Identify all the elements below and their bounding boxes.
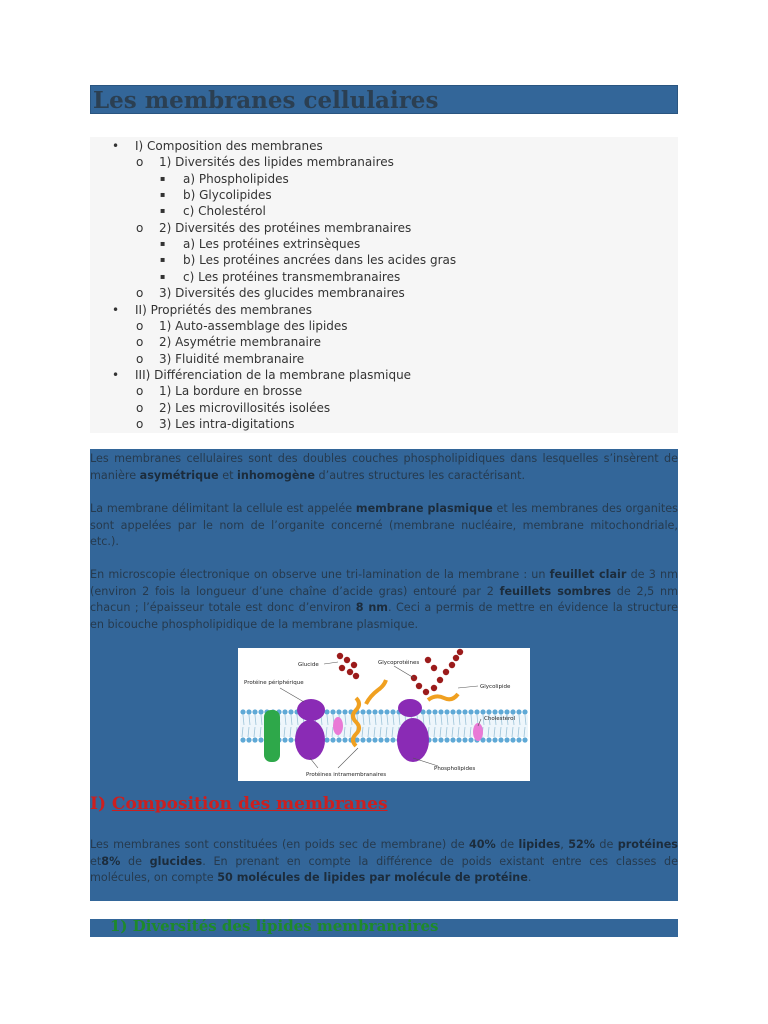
bold-term: 50 molécules de lipides par molécule de protéine (217, 871, 528, 884)
intramembrane-protein (295, 720, 325, 760)
toc-item[interactable] (90, 220, 678, 236)
toc-bullet: ▪ (160, 271, 166, 281)
toc-item-label: I) Composition des membranes (135, 139, 323, 153)
text-run: En microscopie électronique on observe une tri-lamination de la membrane : un (90, 568, 550, 581)
subsection-title: 1) Diversités des lipides membranaires (110, 919, 439, 935)
bold-term: glucides (149, 854, 203, 868)
label-glucide: Glucide (298, 662, 319, 668)
bold-term: feuillets sombres (499, 584, 611, 598)
toc-item[interactable] (90, 383, 678, 399)
toc-item[interactable] (90, 367, 678, 383)
label-glycoproteins: Glycoprotéines (378, 660, 420, 666)
bold-term: lipides (518, 838, 561, 851)
green-protein (264, 710, 280, 762)
toc-item-label: 3) Diversités des glucides membranaires (159, 286, 405, 301)
toc-item[interactable] (90, 203, 678, 219)
paragraph-composition (90, 837, 678, 887)
toc-bullet: • (112, 302, 120, 317)
toc-bullet: • (112, 139, 120, 153)
toc-item[interactable] (90, 269, 678, 285)
toc-item-label: c) Les protéines transmembranaires (183, 269, 401, 284)
toc-bullet: ▪ (160, 190, 166, 200)
toc-bullet: o (136, 318, 144, 333)
label-peripheral-protein: Protéine périphérique (244, 680, 304, 686)
text-run: de (495, 838, 519, 851)
text-run: de (595, 838, 618, 851)
paragraph-intro (90, 451, 678, 484)
title-banner (90, 85, 678, 114)
toc-bullet: o (136, 155, 144, 170)
text-run: d’autres structures les caractérisant. (315, 468, 526, 482)
toc-item[interactable] (90, 302, 678, 318)
cholesterol-mark (333, 717, 343, 735)
subsection-banner (90, 919, 678, 937)
toc-bullet: o (136, 220, 144, 235)
bold-term: asymétrique (139, 468, 219, 482)
toc-item[interactable] (90, 334, 678, 350)
paragraph-microscopy (90, 567, 678, 633)
toc-item-label: 2) Les microvillosités isolées (159, 400, 331, 415)
label-cholesterol: Cholestérol (484, 716, 516, 722)
toc-item[interactable] (90, 400, 678, 416)
page-title: Les membranes cellulaires (93, 87, 439, 114)
text-run: Les membranes cellulaires sont des doubles couches phospholipidiques dans lesquelles s’insèrent de manière (90, 452, 678, 482)
section-number: I) (90, 794, 112, 814)
text-run: . En prenant en compte la différence de poids existant entre ces classes de molécules, on compte (90, 854, 678, 884)
toc-bullet: ▪ (160, 173, 166, 183)
toc-item[interactable] (90, 252, 678, 268)
text-run: de 2,5 nm chacun ; l’épaisseur totale est donc d’environ (90, 584, 679, 614)
toc-item-label: a) Les protéines extrinsèques (183, 237, 361, 252)
label-glycolipid: Glycolipide (480, 684, 511, 690)
bold-term: protéines (617, 838, 678, 851)
bold-term: 52% (568, 838, 596, 851)
glycoprotein (397, 718, 429, 762)
peripheral-protein (297, 699, 325, 721)
toc-bullet: o (136, 286, 144, 301)
section-heading (90, 796, 388, 813)
text-run: La membrane délimitant la cellule est appelée (90, 502, 356, 515)
text-run: . Ceci a permis de mettre en évidence la structure en bicouche phospholipidique de la membrane plasmique. (90, 601, 678, 631)
toc-item[interactable] (90, 171, 678, 187)
toc-item[interactable] (90, 138, 678, 154)
toc-item[interactable] (90, 187, 678, 203)
bold-term: feuillet clair (549, 568, 627, 581)
text-run: . (527, 871, 532, 884)
toc-bullet: o (136, 416, 144, 431)
toc-item-label: 1) La bordure en brosse (159, 384, 303, 399)
toc-item[interactable] (90, 318, 678, 334)
toc-item[interactable] (90, 236, 678, 252)
toc-bullet: • (112, 367, 120, 382)
text-run: et (90, 854, 102, 868)
toc-item-label: 3) Les intra-digitations (159, 416, 295, 431)
paragraph-plasma-membrane (90, 501, 678, 551)
toc-bullet: o (136, 335, 144, 350)
toc-bullet: ▪ (160, 206, 166, 216)
bold-term: inhomogène (237, 468, 315, 482)
text-run: Les membranes sont constituées (en poids sec de membrane) de (90, 838, 469, 851)
toc-bullet: o (136, 384, 144, 399)
table-of-contents (90, 137, 678, 433)
text-run: de 3 nm (environ 2 fois la longueur d’une chaîne d’acide gras) entouré par 2 (90, 568, 678, 598)
toc-item[interactable] (90, 154, 678, 170)
bold-term: 8% (101, 854, 121, 868)
toc-item-label: III) Différenciation de la membrane plasmique (135, 367, 412, 382)
toc-item-label: 1) Diversités des lipides membranaires (159, 155, 394, 170)
toc-bullet: o (136, 351, 144, 366)
toc-item-label: a) Phospholipides (183, 171, 289, 186)
text-run: et les membranes des organites sont appelées par le nom de l’organite concerné (membrane nucléaire, membrane mitochondriale, etc.). (90, 502, 679, 548)
text-run: et (218, 468, 238, 482)
text-run: , (560, 838, 569, 851)
bold-term: 8 nm (355, 601, 388, 614)
toc-item[interactable] (90, 351, 678, 367)
label-intramembrane-proteins: Protéines intramembranaires (306, 772, 387, 778)
bold-term: membrane plasmique (355, 502, 493, 515)
toc-item-label: b) Les protéines ancrées dans les acides gras (183, 253, 457, 268)
section-title: Composition des membranes (111, 794, 388, 814)
toc-item-label: 2) Diversités des protéines membranaires (159, 220, 412, 235)
toc-bullet: ▪ (160, 239, 166, 249)
toc-item-label: b) Glycolipides (183, 188, 272, 203)
toc-item-label: 3) Fluidité membranaire (159, 351, 305, 366)
toc-item-label: c) Cholestérol (183, 204, 266, 219)
toc-item[interactable] (90, 416, 678, 432)
content-block (90, 449, 678, 901)
text-run: de (120, 854, 150, 868)
toc-item[interactable] (90, 285, 678, 301)
bold-term: 40% (468, 838, 496, 851)
toc-item-label: 1) Auto-assemblage des lipides (159, 318, 348, 333)
label-phospholipids: Phospholipides (434, 766, 476, 772)
toc-item-label: 2) Asymétrie membranaire (159, 335, 321, 350)
toc-item-label: II) Propriétés des membranes (135, 302, 313, 317)
glycoprotein-top (398, 699, 422, 717)
toc-bullet: ▪ (160, 255, 166, 265)
membrane-diagram (238, 648, 530, 781)
toc-bullet: o (136, 400, 144, 415)
